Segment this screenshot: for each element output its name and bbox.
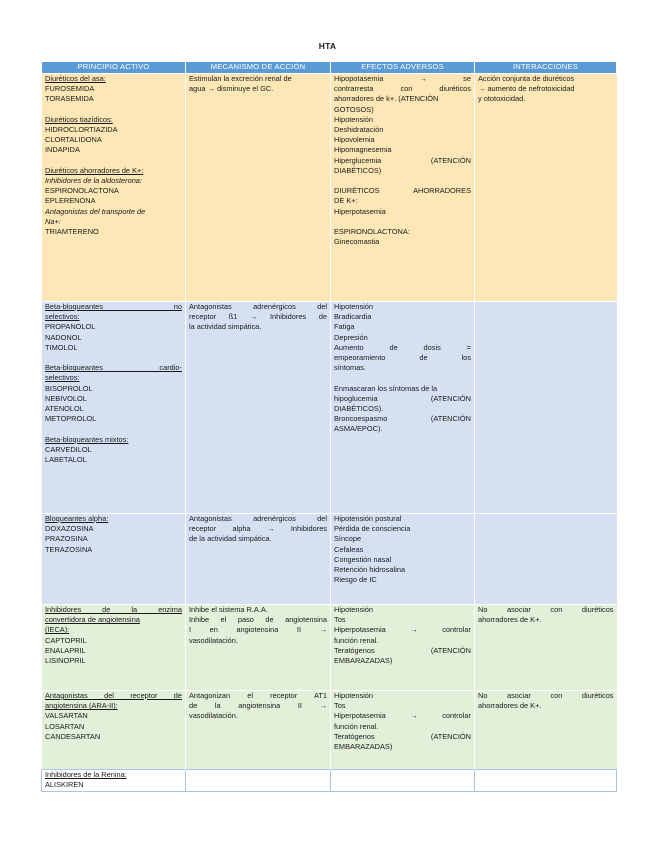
text-line: No asociar con diuréticos xyxy=(478,691,614,700)
effect-item: Pérdida de consciencia xyxy=(334,524,411,534)
text-line: Enmascaran los síntomas de la xyxy=(334,383,438,393)
text-line: Hiperpotasemia xyxy=(334,206,386,216)
text-line: EMBARAZADAS) xyxy=(334,742,393,752)
effect-item: Bradicardia xyxy=(334,312,372,322)
drug-name: LOSARTAN xyxy=(45,721,85,731)
subgroup-title: Antagonistas del transporte de xyxy=(45,206,146,216)
cell-principio xyxy=(42,302,186,514)
drug-name: TERAZOSINA xyxy=(45,544,93,554)
text-line: Inhibe el paso de angiotensina xyxy=(189,615,327,625)
drug-name: ENALAPRIL xyxy=(45,645,86,655)
text-line: Teratógenos (ATENCIÓN xyxy=(334,645,471,655)
text-line: receptor alpha → Inhibidores xyxy=(189,524,327,534)
drug-name: TORASEMIDA xyxy=(45,94,94,104)
text-line: No asociar con diuréticos xyxy=(478,605,614,614)
text-line: ASMA/EPOC). xyxy=(334,424,383,434)
cell-mecanismo xyxy=(186,605,331,691)
cell-efectos xyxy=(331,514,475,605)
text-line: Hiperglucemia (ATENCIÓN xyxy=(334,155,471,165)
effect-item: Hipotensión xyxy=(334,605,374,614)
cell-interacciones xyxy=(475,605,617,691)
group-title: Beta-bloqueantes cardio- xyxy=(45,363,182,373)
group-title: selectivos: xyxy=(45,373,80,383)
drug-name: DOXAZOSINA xyxy=(45,524,94,534)
drug-name: CARVEDILOL xyxy=(45,444,92,454)
document-title: HTA xyxy=(318,41,337,51)
text-line: hipoglucemia (ATENCIÓN xyxy=(334,393,471,403)
group-title: angiotensina (ARA-II): xyxy=(45,701,118,711)
cell-efectos xyxy=(331,302,475,514)
text-line: contrarresta con diuréticos xyxy=(334,84,471,94)
text-line: DIABÉTICOS). xyxy=(334,404,384,414)
effect-item: Tos xyxy=(334,615,346,625)
drug-name: LABETALOL xyxy=(45,455,87,465)
text-line: receptor ß1 → Inhibidores de xyxy=(189,312,327,322)
text-line: de la angiotensina II → xyxy=(189,701,327,711)
text-line: DIURÉTICOS AHORRADORES xyxy=(334,186,471,196)
drug-name: BISOPROLOL xyxy=(45,383,93,393)
effect-item: Hipomagnesemia xyxy=(334,145,392,155)
group-title: Inhibidores de la Renina: xyxy=(45,770,127,779)
effect-item: Hipotensión postural xyxy=(334,514,402,523)
effect-item: Fatiga xyxy=(334,322,355,332)
text-line: ESPIRONOLACTONA: xyxy=(334,227,410,237)
drug-name: LISINOPRIL xyxy=(45,656,86,666)
text-line: ahorradores de K+. xyxy=(478,615,542,625)
drug-name: TRIAMTERENO xyxy=(45,227,99,237)
text-line: Estimulan la excreción renal de xyxy=(189,74,292,83)
group-title: (IECA): xyxy=(45,625,70,635)
text-line: Antagonistas adrenérgicos del xyxy=(189,302,327,311)
cell-principio xyxy=(42,691,186,770)
text-line: agua → disminuye el GC. xyxy=(189,84,274,94)
cell-principio xyxy=(42,770,186,792)
text-line: GOTOSOS) xyxy=(334,104,374,114)
text-line: función renal. xyxy=(334,635,379,645)
text-line: Broncoespasmo (ATENCIÓN xyxy=(334,414,471,424)
drug-name: CANDESARTAN xyxy=(45,731,101,741)
effect-item: Deshidratación xyxy=(334,125,384,135)
text-line: DIABÉTICOS) xyxy=(334,165,382,175)
text-line: Antagonizan el receptor AT1 xyxy=(189,691,327,700)
header-mecanismo: MECANISMO DE ACCIÓN xyxy=(186,62,331,74)
text-line: empeoramiento de los xyxy=(334,353,471,363)
cell-mecanismo xyxy=(186,770,331,792)
effect-item: Síncope xyxy=(334,534,362,544)
text-line: la actividad simpática. xyxy=(189,322,262,332)
hta-table xyxy=(41,61,617,792)
cell-interacciones xyxy=(475,514,617,605)
row-diureticos xyxy=(42,74,617,302)
effect-item: Hipotensión xyxy=(334,302,374,311)
effect-item: Retención hidrosalina xyxy=(334,565,406,575)
row-ieca xyxy=(42,605,617,691)
text-line: vasodilatación. xyxy=(189,635,238,645)
cell-mecanismo xyxy=(186,74,331,302)
cell-mecanismo xyxy=(186,302,331,514)
drug-name: PRAZOSINA xyxy=(45,534,88,544)
drug-name: ALISKIREN xyxy=(45,780,84,790)
drug-name: NEBIVOLOL xyxy=(45,393,87,403)
text-line: → aumento de nefrotoxicidad xyxy=(478,84,575,94)
drug-name: INDAPIDA xyxy=(45,145,80,155)
cell-interacciones xyxy=(475,302,617,514)
group-title: selectivos: xyxy=(45,312,80,322)
cell-efectos xyxy=(331,74,475,302)
effect-item: Hipovolemia xyxy=(334,135,375,145)
cell-efectos xyxy=(331,770,475,792)
text-line: Hiperpotasemia → controlar xyxy=(334,711,471,721)
effect-item: Riesgo de IC xyxy=(334,575,377,585)
group-title: Beta-bloqueantes mixtos: xyxy=(45,434,129,444)
effect-item: Hipotensión xyxy=(334,114,374,124)
cell-principio xyxy=(42,514,186,605)
drug-name: NADONOL xyxy=(45,332,82,342)
text-line: Hipopotasemia → se xyxy=(334,74,471,83)
subgroup-title: Na+: xyxy=(45,216,61,226)
header-principio: PRINCIPIO ACTIVO xyxy=(42,62,186,74)
group-title: convertidora de angiotensina xyxy=(45,615,140,625)
cell-interacciones xyxy=(475,770,617,792)
text-line: EMBARAZADAS) xyxy=(334,656,393,666)
text-line: ahorradores de K+. xyxy=(478,701,542,711)
cell-interacciones xyxy=(475,691,617,770)
drug-name: CLORTALIDONA xyxy=(45,135,102,145)
group-title: Diuréticos del asa: xyxy=(45,74,106,83)
row-renina xyxy=(42,770,617,792)
group-title: Inhibidores de la enzima xyxy=(45,605,182,614)
effect-item: Hipotensión xyxy=(334,691,374,700)
effect-item: Tos xyxy=(334,701,346,711)
drug-name: EPLERENONA xyxy=(45,196,96,206)
text-line: DE K+: xyxy=(334,196,358,206)
text-line: Ginecomastia xyxy=(334,237,380,247)
row-beta-bloqueantes xyxy=(42,302,617,514)
group-title: Bloqueantes alpha: xyxy=(45,514,109,523)
drug-name: VALSARTAN xyxy=(45,711,88,721)
group-title: Diuréticos ahorradores de K+: xyxy=(45,165,144,175)
row-alpha-bloqueantes xyxy=(42,514,617,605)
drug-name: HIDROCLORTIAZIDA xyxy=(45,125,118,134)
cell-principio xyxy=(42,605,186,691)
text-line: vasodilatación. xyxy=(189,711,238,721)
drug-name: FUROSEMIDA xyxy=(45,84,95,94)
cell-mecanismo xyxy=(186,514,331,605)
text-line: Antagonistas adrenérgicos del xyxy=(189,514,327,523)
text-line: Teratógenos (ATENCIÓN xyxy=(334,731,471,741)
text-line: función renal. xyxy=(334,721,379,731)
text-line: Hiperpotasemia → controlar xyxy=(334,625,471,635)
text-line: Acción conjunta de diuréticos xyxy=(478,74,575,83)
text-line: y ototoxicidad. xyxy=(478,94,526,104)
drug-name: METOPROLOL xyxy=(45,414,97,424)
group-title: Diuréticos tiazídicos: xyxy=(45,114,113,124)
text-line: de la actividad simpática. xyxy=(189,534,272,544)
cell-interacciones xyxy=(475,74,617,302)
text-line: Inhibe el sistema R.A.A. xyxy=(189,605,268,614)
header-efectos: EFECTOS ADVERSOS xyxy=(331,62,475,74)
cell-principio xyxy=(42,74,186,302)
group-title: Beta-bloqueantes no xyxy=(45,302,182,311)
group-title: Antagonistas del receptor de xyxy=(45,691,182,700)
text-line: Aumento de dosis = xyxy=(334,342,471,352)
cell-efectos xyxy=(331,605,475,691)
effect-item: Congestión nasal xyxy=(334,554,392,564)
drug-name: ATENOLOL xyxy=(45,404,84,414)
text-line: I en angiotensina II → xyxy=(189,625,327,635)
subgroup-title: Inhibidores de la aldosterona: xyxy=(45,176,142,185)
drug-name: ESPIRONOLACTONA xyxy=(45,186,119,196)
text-line: ahorradores de k+. (ATENCIÓN xyxy=(334,94,439,104)
cell-mecanismo xyxy=(186,691,331,770)
effect-item: Cefaleas xyxy=(334,544,364,554)
drug-name: CAPTOPRIL xyxy=(45,635,87,645)
header-interacciones: INTERACCIONES xyxy=(475,62,617,74)
effect-item: Depresión xyxy=(334,332,368,342)
row-ara-ii xyxy=(42,691,617,770)
cell-efectos xyxy=(331,691,475,770)
text-line: síntomas. xyxy=(334,363,367,373)
header-row xyxy=(42,62,617,74)
drug-name: TIMOLOL xyxy=(45,342,78,352)
drug-name: PROPANOLOL xyxy=(45,322,96,332)
